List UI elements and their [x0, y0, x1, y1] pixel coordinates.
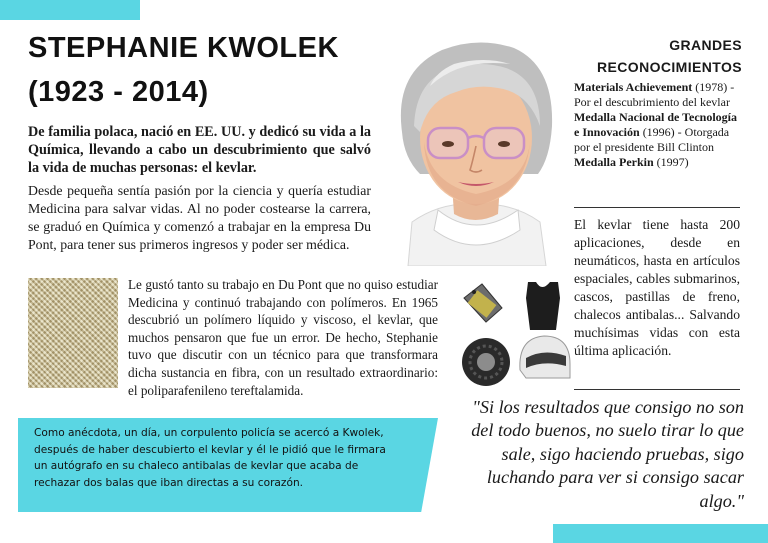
page-title — [28, 26, 398, 114]
biography-paragraph-1: Desde pequeña sentía pasión por la ciencia y quería estudiar Medicina para salvar vidas. Al no poder costearse la carrera, se graduó en Química y comenzó a trabajar en la empresa Du Pont, para tener sus primeros ingresos y poder ser médica. — [28, 183, 371, 252]
portrait-illustration — [380, 34, 570, 266]
title-years: (1923 - 2014) — [28, 76, 209, 108]
uses-divider — [574, 389, 740, 390]
award-item — [574, 110, 744, 155]
biography-paragraph-2: Le gustó tanto su trabajo en Du Pont que no quiso estudiar Medicina y continuó trabajando con polímeros. En 1965 descubrió un polímero líquido y viscoso, el kevlar, que muchos pensaron que fue un error. De hecho, Stephanie tuvo que discutir con un técnico para que transformara dicha sustancia en fibra, con un resultado extraordinario: el poliparafenileno tereftalamida. — [128, 277, 438, 398]
accent-bar-bottom — [553, 524, 768, 543]
award-item — [574, 80, 744, 110]
award-detail: (1978) - Por el descubrimiento del kevlar — [574, 80, 735, 109]
accent-bar-top — [0, 0, 140, 20]
award-name: Medalla Perkin — [574, 155, 654, 169]
anecdote-text: Como anécdota, un día, un corpulento policía se acercó a Kwolek, después de haber descubierto el kevlar y él le pidió que le firmara un autógrafo en su chaleco antibalas de kevlar que acaba de rechazar dos balas que iban directas a su corazón. — [34, 427, 386, 489]
kevlar-uses-text: El kevlar tiene hasta 200 aplicaciones, desde en neumáticos, hasta en artículos espaciales, cables submarinos, cascos, pastillas de freno, chalecos antibalas... Salvando muchísimas vidas con esta última aplicación. — [574, 217, 740, 358]
intro-paragraph: De familia polaca, nació en EE. UU. y dedicó su vida a la Química, llevando a cabo un descubrimiento que salvó la vida de muchas personas: el kevlar. — [28, 124, 371, 176]
award-detail: (1997) — [653, 155, 689, 169]
award-name: Medalla Nacional de Tecnología e Innovación — [574, 110, 738, 139]
helmet-icon — [520, 336, 570, 378]
award-detail: (1996) - Otorgada por el presidente Bill Clinton — [574, 125, 730, 154]
awards-divider — [574, 207, 740, 208]
award-name: Materials Achievement — [574, 80, 693, 94]
vest-icon — [526, 282, 560, 330]
quote-text: "Si los resultados que consigo no son del todo buenos, no suelo tirar lo que sale, sigo haciendo pruebas, sigo luchando para ver si consigo sacar algo." — [471, 397, 744, 511]
award-item — [574, 155, 744, 170]
awards-list — [574, 80, 744, 170]
kevlar-products-image — [456, 278, 574, 390]
kevlar-fabric-image — [28, 278, 118, 388]
awards-heading-line2: RECONOCIMIENTOS — [597, 59, 742, 75]
tire-icon — [462, 338, 510, 386]
awards-heading-line1: GRANDES — [669, 37, 742, 53]
title-name: STEPHANIE KWOLEK — [28, 32, 339, 64]
brake-pads-icon — [464, 284, 502, 322]
awards-heading — [566, 34, 742, 78]
